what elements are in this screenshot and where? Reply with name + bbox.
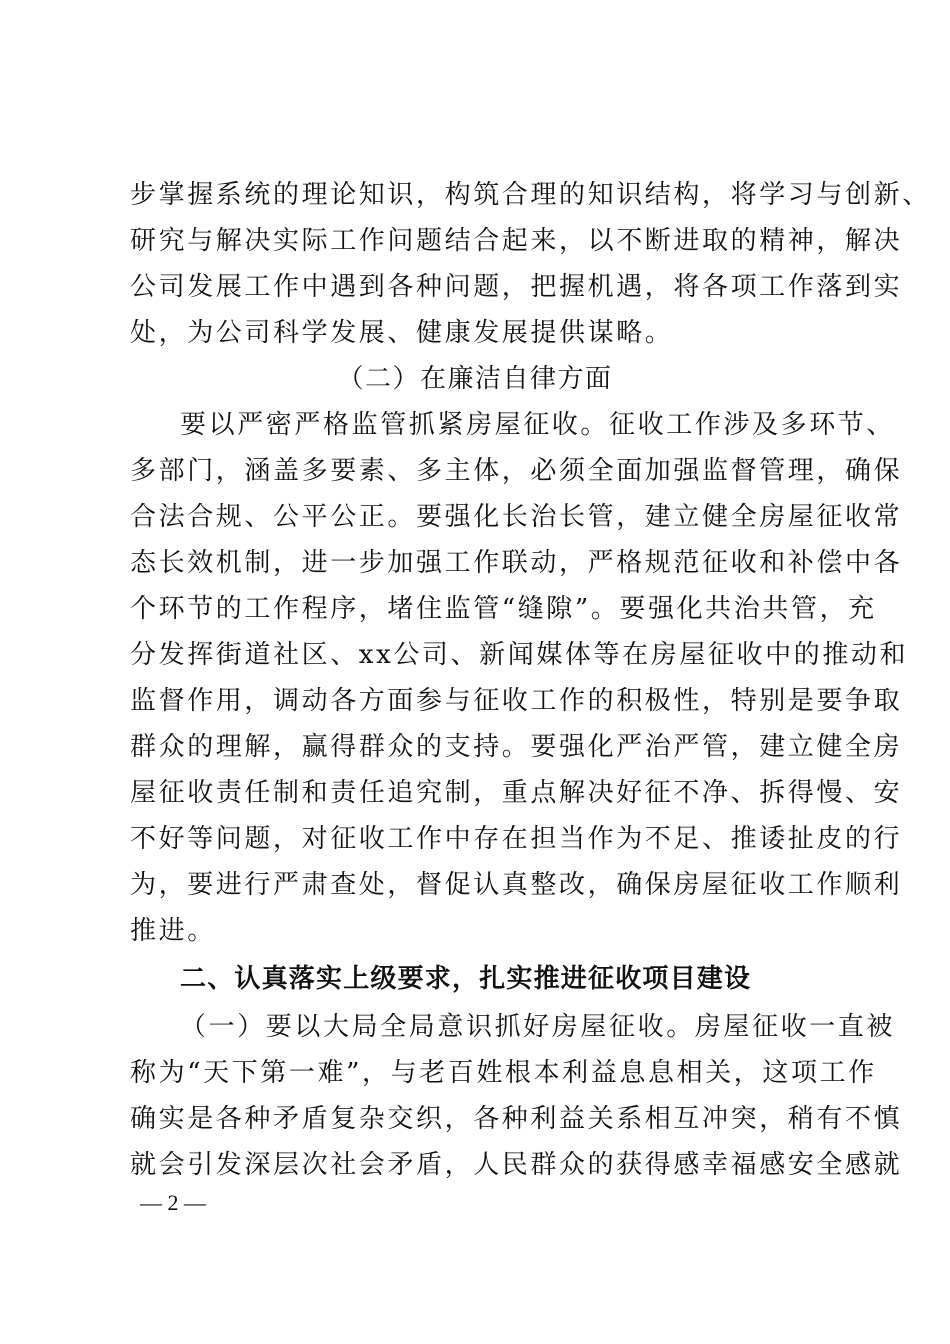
paragraph-line: 监督作用，调动各方面参与征收工作的积极性，特别是要争取 <box>130 686 903 716</box>
paragraph-line: （一）要以大局全局意识抓好房屋征收。房屋征收一直被 <box>180 1012 896 1042</box>
paragraph-line: 态长效机制，进一步加强工作联动，严格规范征收和补偿中各 <box>130 548 903 578</box>
paragraph-line: 合法合规、公平公正。要强化长治长管，建立健全房屋征收常 <box>130 502 903 532</box>
paragraph-line: 就会引发深层次社会矛盾，人民群众的获得感幸福感安全感就 <box>130 1150 903 1180</box>
subheading: （二）在廉洁自律方面 <box>337 364 613 394</box>
page-number: — 2 — <box>140 1190 206 1215</box>
paragraph-line: 为，要进行严肃查处，督促认真整改，确保房屋征收工作顺利 <box>130 870 903 900</box>
paragraph-line: 不好等问题，对征收工作中存在担当作为不足、推诿扯皮的行 <box>130 824 903 854</box>
paragraph-line: 推进。 <box>130 916 216 946</box>
paragraph-line: 确实是各种矛盾复杂交织，各种利益关系相互冲突，稍有不慎 <box>130 1104 903 1134</box>
paragraph-line: 分发挥街道社区、xx公司、新闻媒体等在房屋征收中的推动和 <box>130 640 909 670</box>
section-heading: 二、认真落实上级要求，扎实推进征收项目建设 <box>180 964 752 994</box>
paragraph-line: 群众的理解，赢得群众的支持。要强化严治严管，建立健全房 <box>130 732 903 762</box>
paragraph-line: 多部门，涵盖多要素、多主体，必须全面加强监督管理，确保 <box>130 456 903 486</box>
paragraph-line: 个环节的工作程序，堵住监管“缝隙”。要强化共治共管，充 <box>130 594 877 624</box>
paragraph-line: 要以严密严格监管抓紧房屋征收。征收工作涉及多环节、 <box>180 410 896 440</box>
paragraph-line: 研究与解决实际工作问题结合起来，以不断进取的精神，解决 <box>130 226 903 256</box>
paragraph-line: 处，为公司科学发展、健康发展提供谋略。 <box>130 318 674 348</box>
paragraph-line: 屋征收责任制和责任追究制，重点解决好征不净、拆得慢、安 <box>130 778 903 808</box>
paragraph-line: 步掌握系统的理论知识，构筑合理的知识结构，将学习与创新、 <box>130 180 931 210</box>
paragraph-line: 称为“天下第一难”，与老百姓根本利益息息相关，这项工作 <box>130 1058 877 1088</box>
paragraph-line: 公司发展工作中遇到各种问题，把握机遇，将各项工作落到实 <box>130 272 903 302</box>
